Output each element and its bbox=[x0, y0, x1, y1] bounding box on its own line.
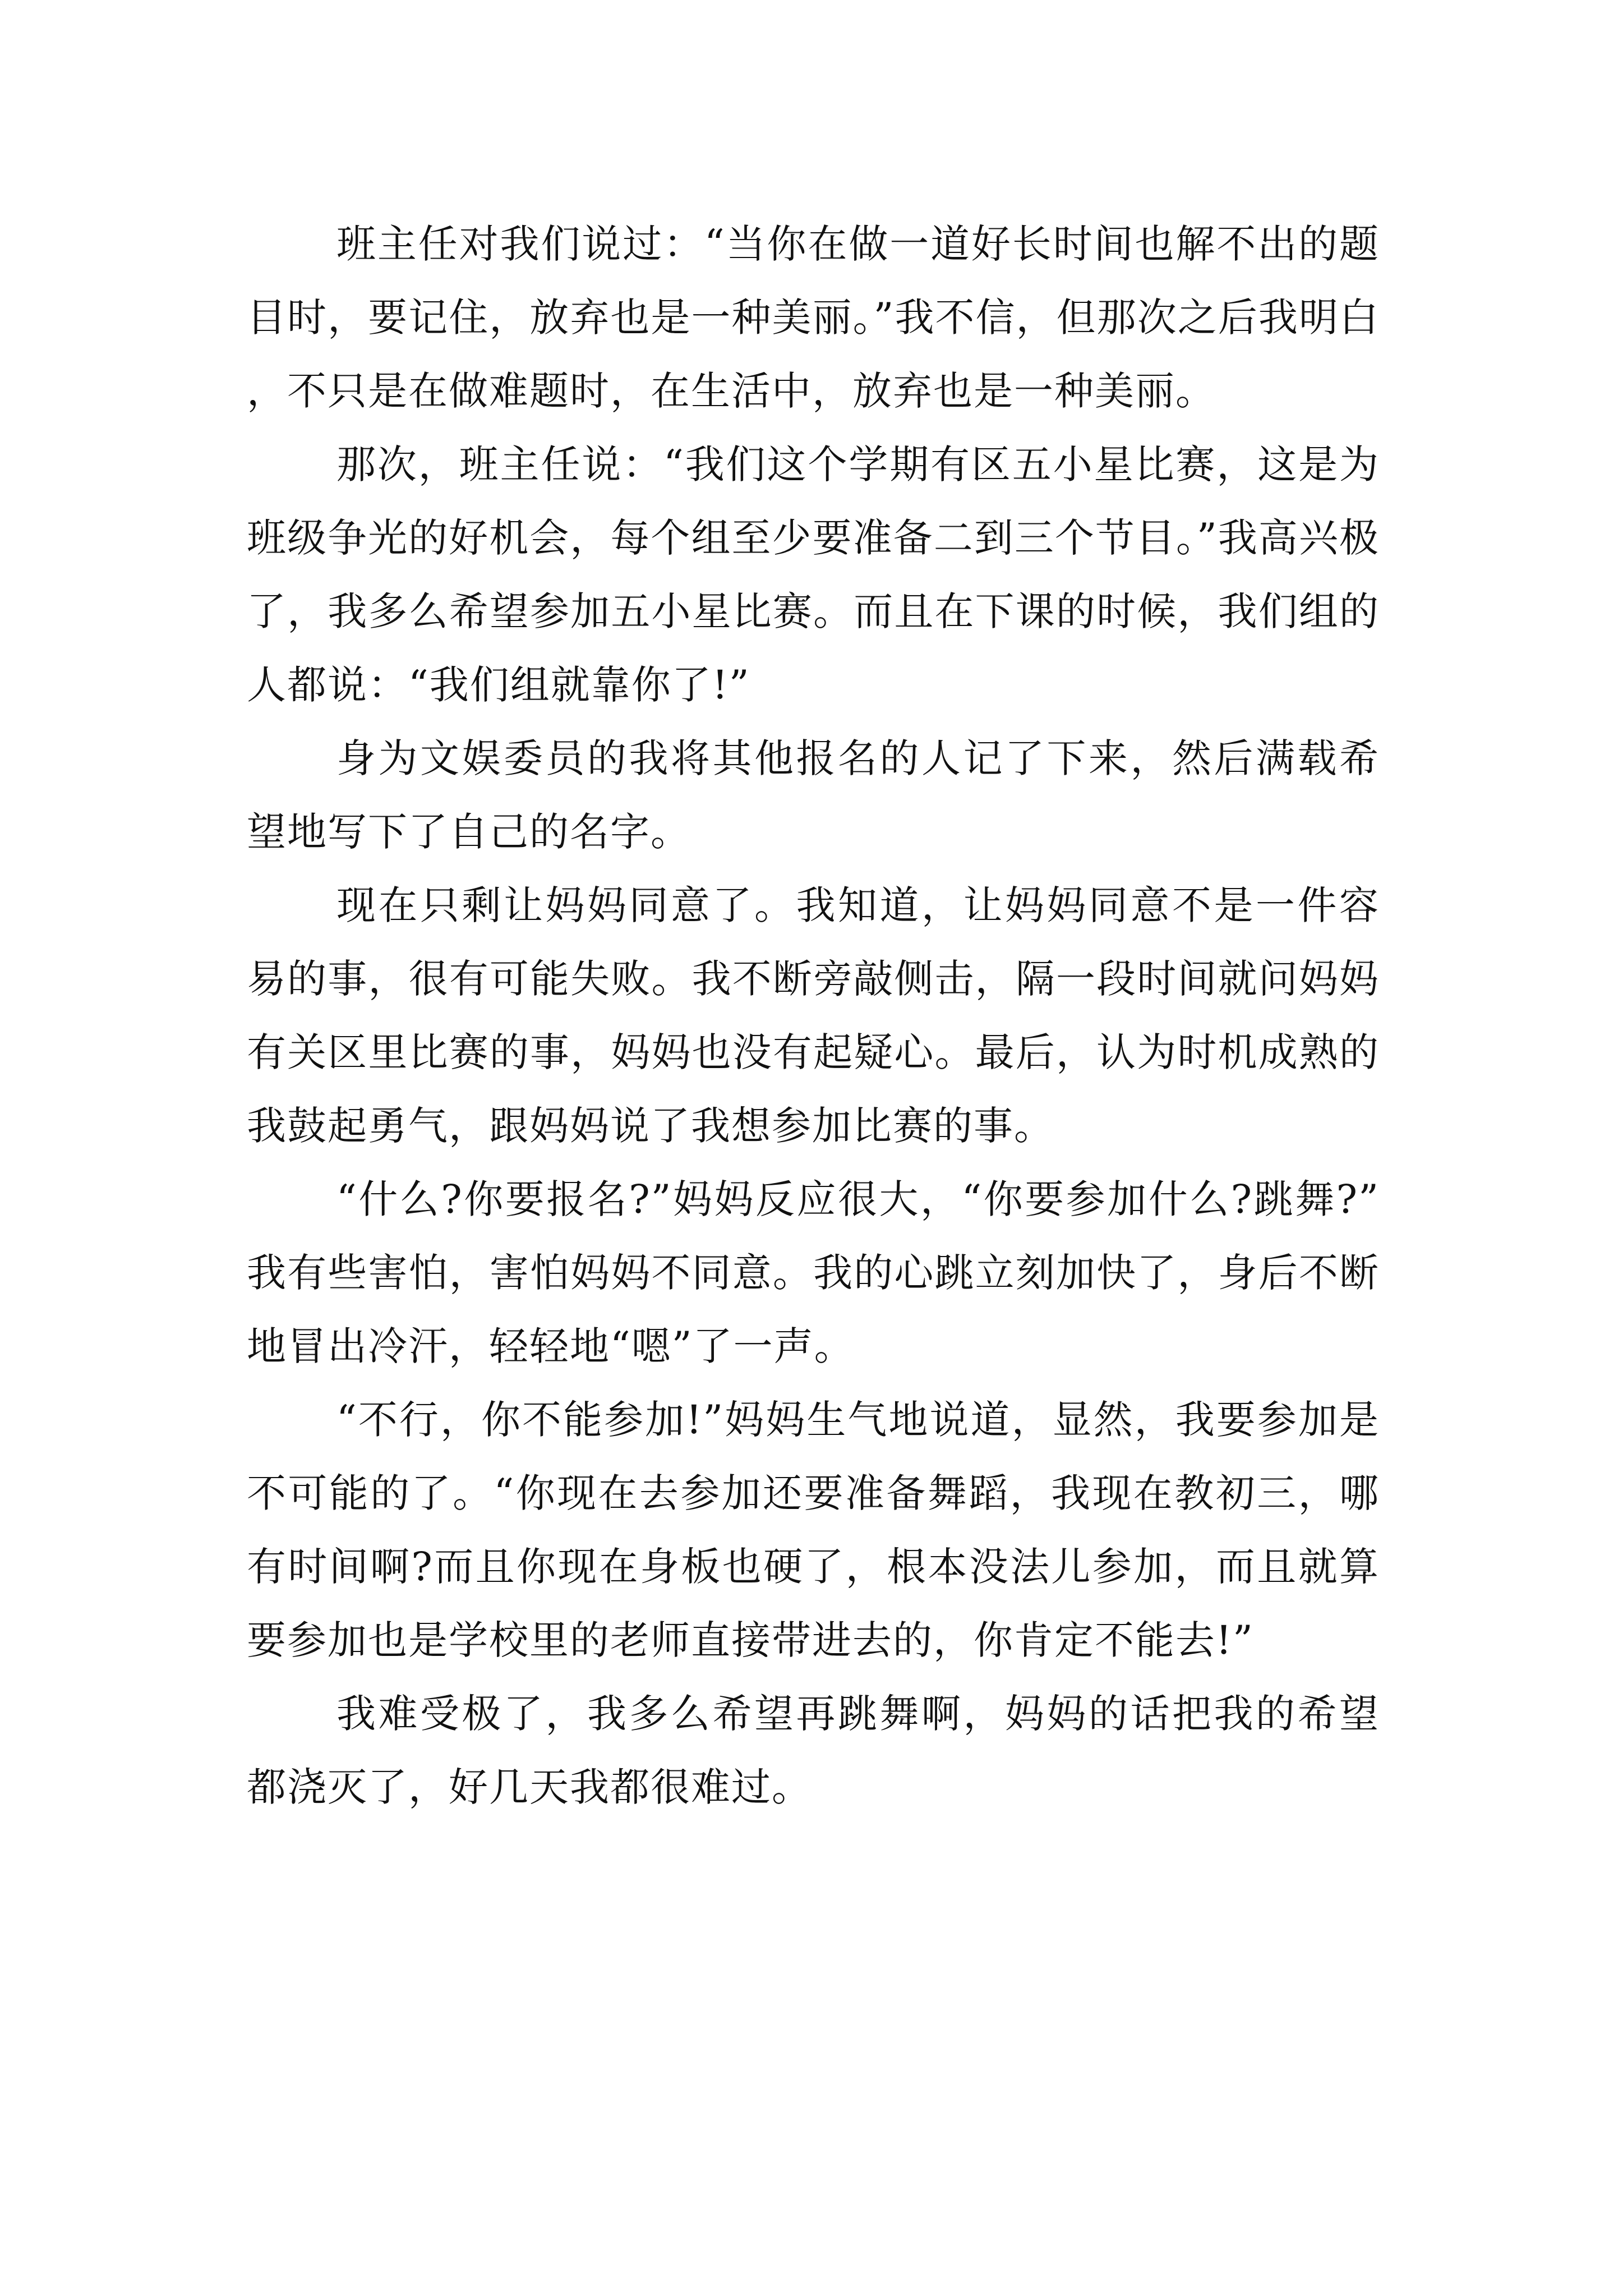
paragraph-6: “不行，你不能参加!”妈妈生气地说道，显然，我要参加是不可能的了。“你现在去参加还要准备舞蹈，我现在教初三，哪有时间啊?而且你现在身板也硬了，根本没法儿参加，而且就算要参加也是学校里的老师直接带进去的，你肯定不能去!” bbox=[247, 1397, 1380, 1663]
paragraph-1: 班主任对我们说过：“当你在做一道好长时间也解不出的题目时，要记住，放弃也是一种美丽。”我不信，但那次之后我明白，不只是在做难题时，在生活中，放弃也是一种美丽。 bbox=[247, 221, 1380, 414]
paragraph-3: 身为文娱委员的我将其他报名的人记了下来，然后满载希望地写下了自己的名字。 bbox=[247, 735, 1380, 855]
paragraph-2: 那次，班主任说：“我们这个学期有区五小星比赛，这是为班级争光的好机会，每个组至少要准备二到三个节目。”我高兴极了，我多么希望参加五小星比赛。而且在下课的时候，我们组的人都说：“我们组就靠你了!” bbox=[247, 441, 1380, 708]
document-body bbox=[247, 208, 1380, 1824]
paragraph-5: “什么?你要报名?”妈妈反应很大，“你要参加什么?跳舞?”我有些害怕，害怕妈妈不同意。我的心跳立刻加快了，身后不断地冒出冷汗，轻轻地“嗯”了一声。 bbox=[247, 1176, 1380, 1369]
paragraph-7: 我难受极了，我多么希望再跳舞啊，妈妈的话把我的希望都浇灭了，好几天我都很难过。 bbox=[247, 1691, 1380, 1810]
paragraph-4: 现在只剩让妈妈同意了。我知道，让妈妈同意不是一件容易的事，很有可能失败。我不断旁敲侧击，隔一段时间就问妈妈有关区里比赛的事，妈妈也没有起疑心。最后，认为时机成熟的我鼓起勇气，跟妈妈说了我想参加比赛的事。 bbox=[247, 882, 1380, 1149]
